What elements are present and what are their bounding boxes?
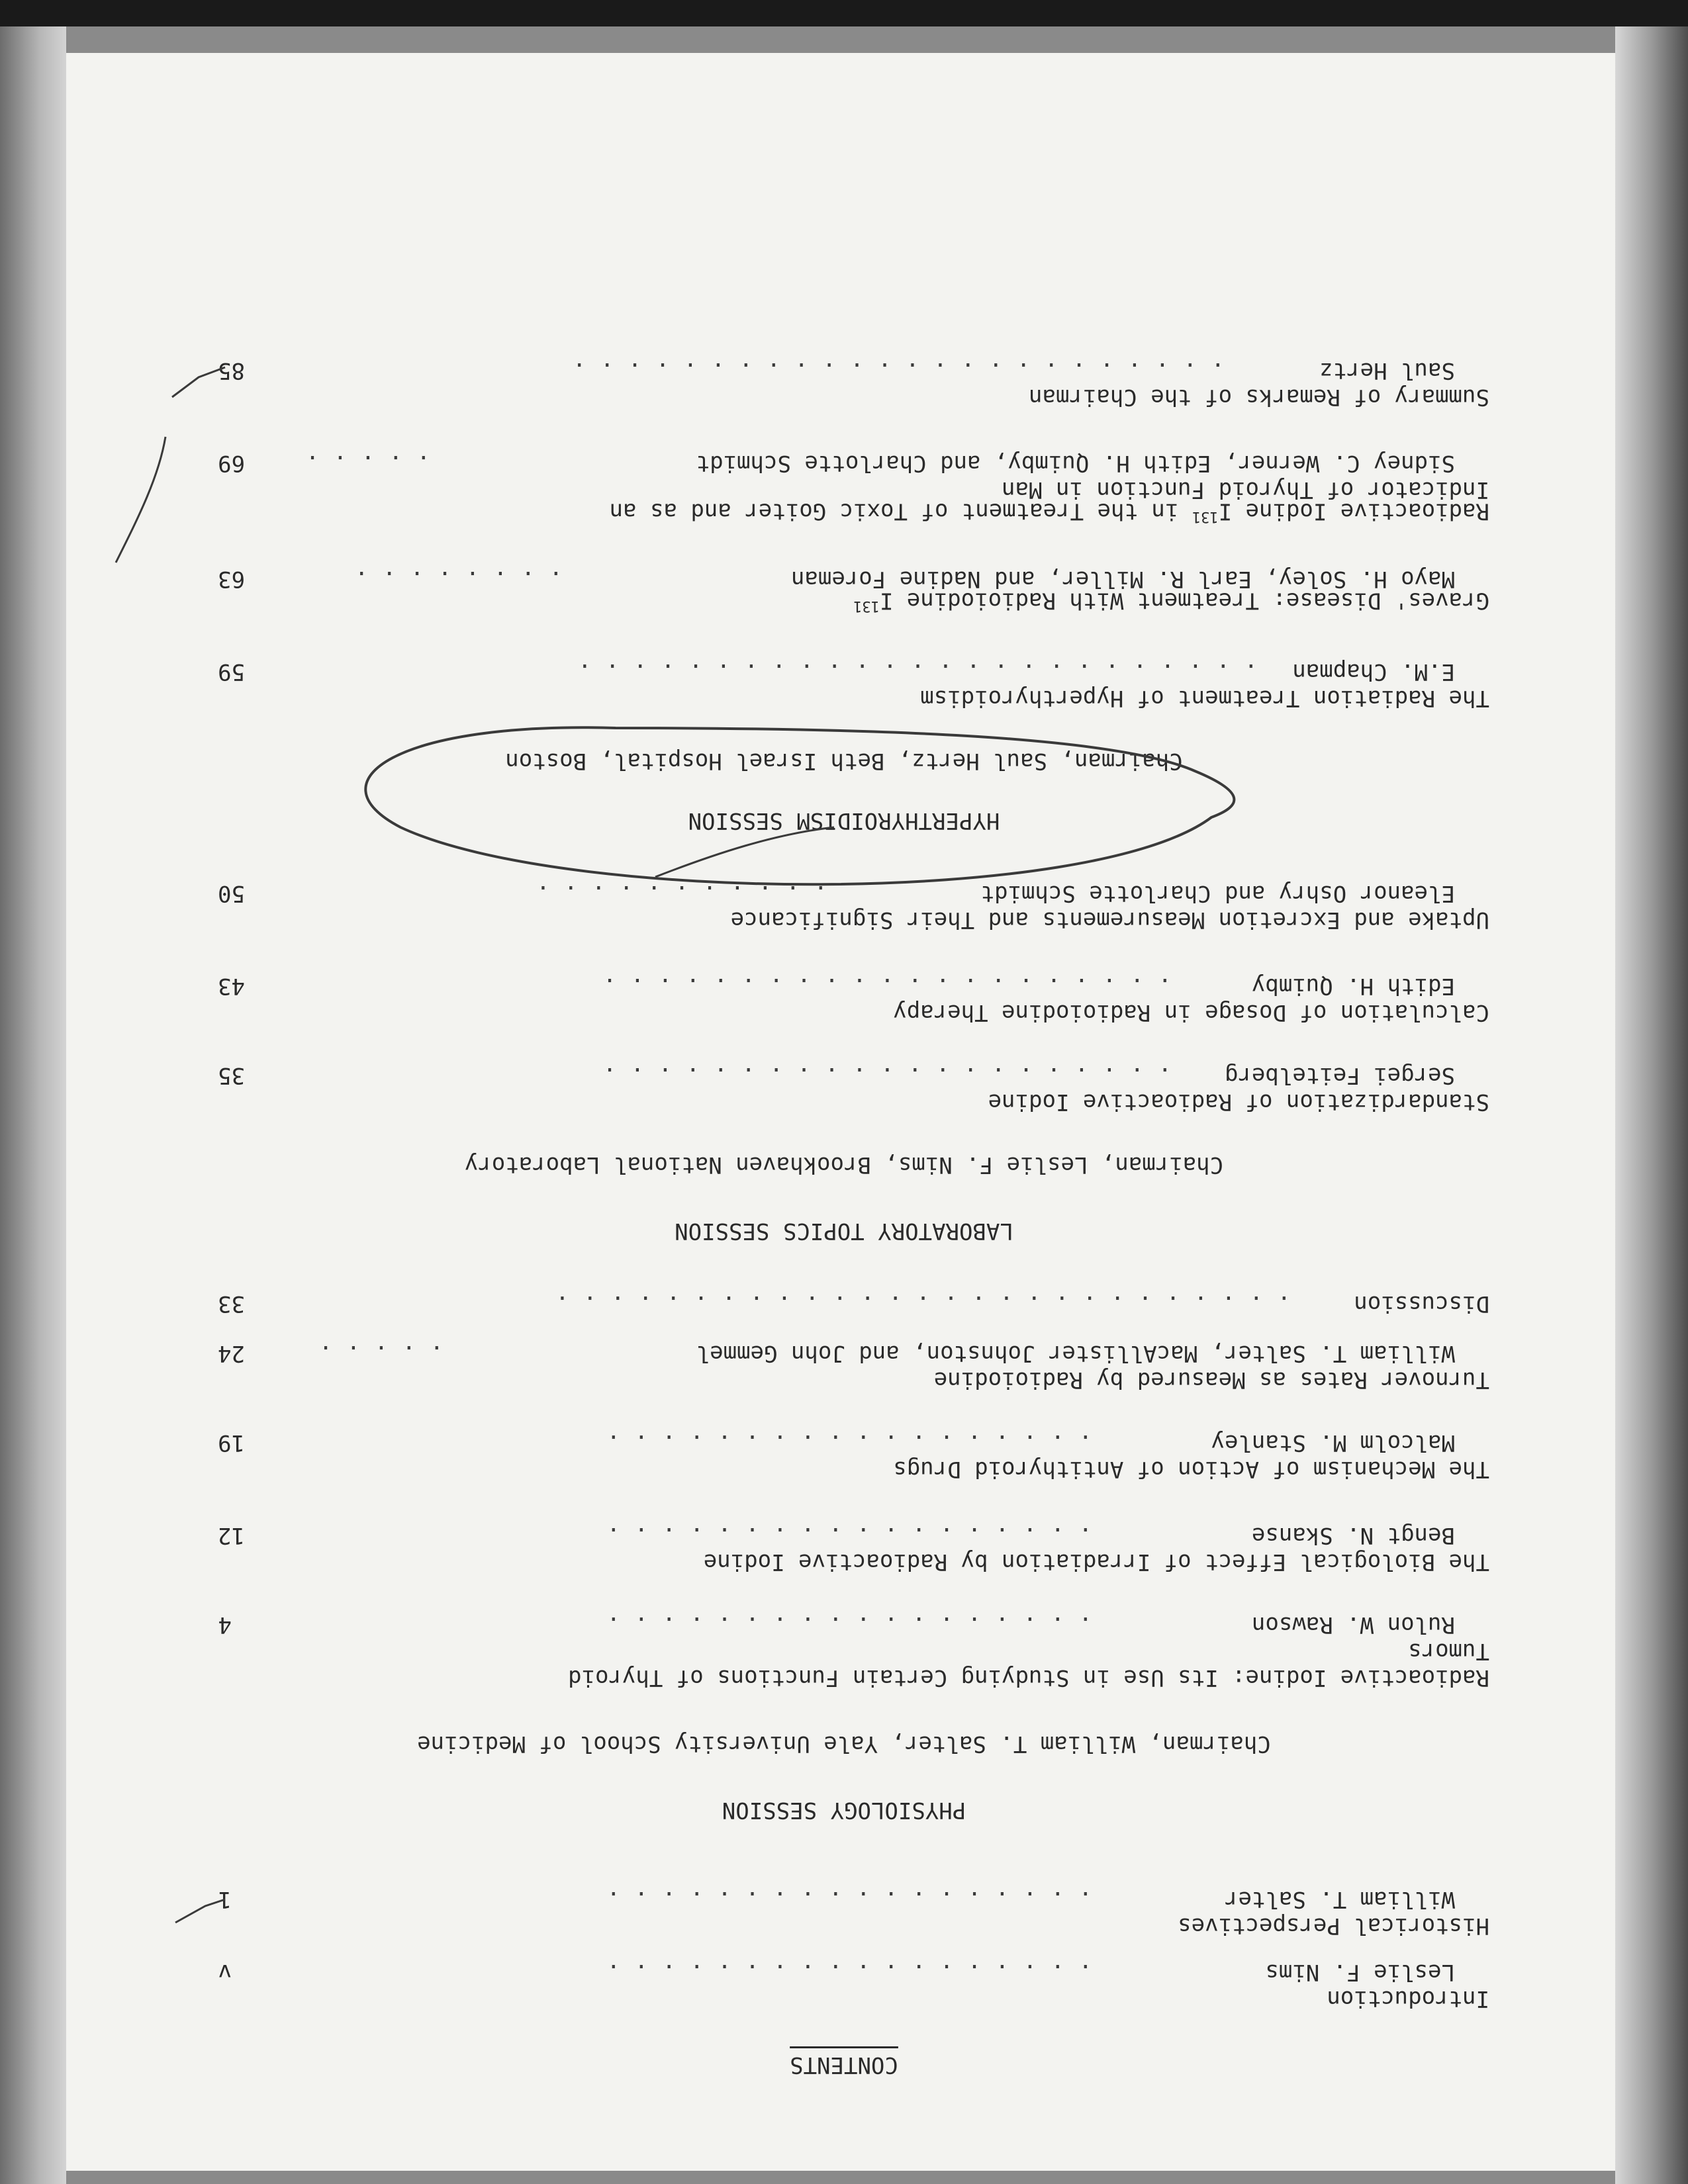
page-number: 43 — [218, 973, 245, 999]
leader-dots: . . . . . . . . . . . . . . . . . . — [606, 1522, 1092, 1549]
entry-title: The Mechanism of Action of Antithyroid Drugs — [893, 1456, 1489, 1482]
leader-dots: . . . . . — [305, 450, 430, 477]
entry-title-cont: Indicator of Thyroid Function in Man — [1002, 477, 1489, 503]
leader-dots: . . . . . . . . . . . . . . . . . . — [606, 1886, 1092, 1913]
session-heading: HYPERTHYROIDISM SESSION — [688, 807, 1000, 834]
entry-author: William T. Salter — [1225, 1886, 1455, 1913]
leader-dots: . . . . . . . . . . . . . . . . . . — [606, 1430, 1092, 1456]
entry-title: Discussion — [1354, 1291, 1489, 1317]
entry-title: Summary of Remarks of the Chairman — [1029, 384, 1489, 410]
leader-dots: . . . . . . . . . . . . . . . . . . . . . . . . . — [577, 659, 1258, 685]
leader-dots: . . . . . . . . . . . . . . . . . . . . . . . . — [572, 357, 1225, 384]
page-number: 12 — [218, 1522, 245, 1549]
leader-dots: . . . . . . . . . . . . . . . . . . — [606, 1612, 1092, 1638]
session-chair: Chairman, William T. Salter, Yale University School of Medicine — [417, 1731, 1271, 1757]
entry-title-text: Graves' Disease: Treatment With Radioiodine I — [879, 587, 1489, 614]
leader-dots: . . . . . . . . . . . . . . . . . . — [606, 1959, 1092, 1985]
entry-author: Eleanor Oshry and Charlotte Schmidt — [980, 880, 1455, 907]
page-number: 69 — [218, 450, 245, 477]
entry-title: Uptake and Excretion Measurements and Their Significance — [730, 907, 1489, 933]
page-number: 4 — [218, 1612, 232, 1638]
page-number: 59 — [218, 659, 245, 685]
leader-dots: . . . . . . . . . . . . . . . . . . . . . — [602, 973, 1172, 999]
entry-title: Turnover Rates as Measured by Radioiodine — [933, 1367, 1489, 1393]
page-number: 33 — [218, 1291, 245, 1317]
entry-author: Edith H. Quimby — [1251, 973, 1455, 999]
session-chair: Chairman, Leslie F. Nims, Brookhaven National Laboratory — [464, 1152, 1224, 1178]
entry-author: William T. Salter, MacAllister Johnston, and John Gemmel — [696, 1340, 1455, 1367]
page-number: 50 — [218, 880, 245, 907]
page-number: 24 — [218, 1340, 245, 1367]
entry-author: Rulon W. Rawson — [1251, 1612, 1455, 1638]
entry-title-text: Radioactive Iodine I — [1218, 498, 1489, 525]
entry-title: Introduction — [1327, 1985, 1489, 2012]
session-heading: PHYSIOLOGY SESSION — [722, 1797, 966, 1823]
entry-author: E.M. Chapman — [1292, 659, 1455, 685]
page-number: 19 — [218, 1430, 245, 1456]
isotope-superscript: 131 — [853, 598, 880, 614]
entry-title: Historical Perspectives — [1178, 1913, 1489, 1939]
entry-title: Radioactive Iodine: Its Use in Studying Certain Functions of Thyroid — [568, 1664, 1489, 1691]
leader-dots: . . . . . — [318, 1340, 444, 1367]
isotope-superscript: 131 — [1192, 508, 1219, 525]
page-number: 1 — [218, 1886, 232, 1913]
session-chair: Chairman, Saul Hertz, Beth Israel Hospital, Boston — [505, 748, 1183, 774]
entry-title: The Biological Effect of Irradiation by Radioactive Iodine — [703, 1549, 1489, 1575]
entry-author: Mayo H. Soley, Earl R. Miller, and Nadine Foreman — [790, 566, 1455, 592]
leader-dots: . . . . . . . . . . . . . . . . . . . . . . . . . . . — [555, 1291, 1291, 1317]
page-number: 35 — [218, 1062, 245, 1089]
entry-title: Calculation of Dosage in Radioiodine Therapy — [893, 999, 1489, 1026]
entry-author: Sergei Feitelberg — [1225, 1062, 1455, 1089]
page-number: 85 — [218, 357, 245, 384]
leader-dots: . . . . . . . . . . . . . . . . . . . . . — [602, 1062, 1172, 1089]
page-number: 63 — [218, 566, 245, 592]
page-title: CONTENTS — [790, 2052, 898, 2078]
entry-title-cont: Tumors — [1408, 1638, 1489, 1664]
entry-author: Malcolm M. Stanley — [1211, 1430, 1455, 1456]
entry-author: Leslie F. Nims — [1265, 1959, 1455, 1985]
entry-author: Saul Hertz — [1319, 357, 1455, 384]
leader-dots: . . . . . . . . — [354, 566, 563, 592]
entry-title: Standardization of Radioactive Iodine — [988, 1089, 1489, 1115]
session-heading: LABORATORY TOPICS SESSION — [675, 1218, 1013, 1244]
entry-title: The Radiation Treatment of Hyperthyroidism — [920, 685, 1489, 711]
entry-author: Bengt N. Skanse — [1251, 1522, 1455, 1549]
entry-title-rest: in the Treatment of Toxic Goiter and as an — [609, 498, 1192, 525]
leader-dots: . . . . . . . . . . . — [536, 880, 827, 907]
page-number: v — [218, 1959, 232, 1985]
entry-author: Sidney C. Werner, Edith H. Quimby, and Charlotte Schmidt — [696, 450, 1455, 477]
